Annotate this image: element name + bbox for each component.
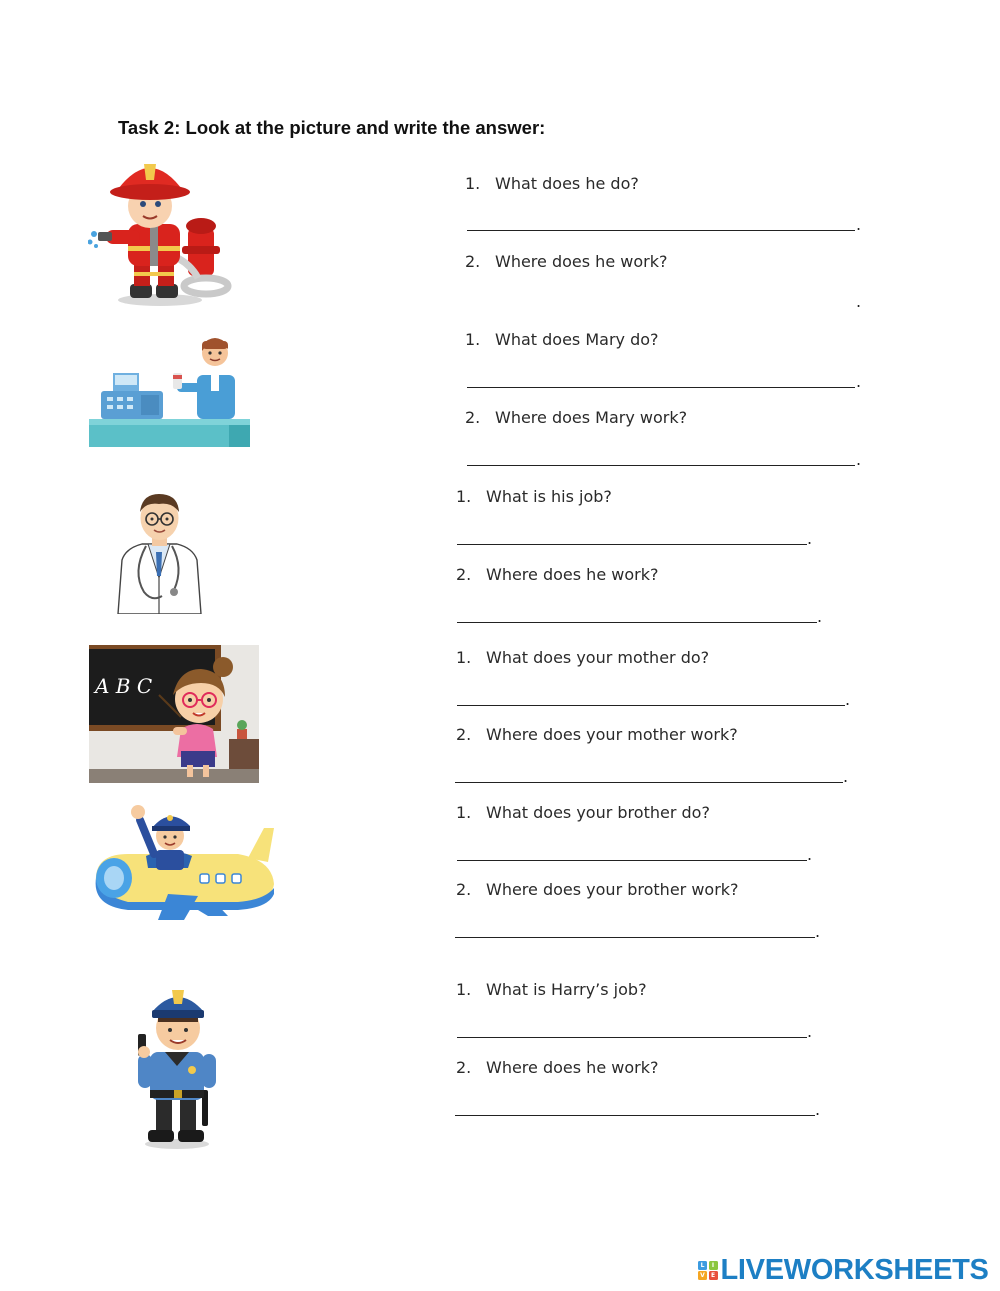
- logo-letter: L: [698, 1261, 707, 1270]
- answer-field-5-1[interactable]: [457, 860, 807, 861]
- question-text: What is his job?: [486, 487, 612, 506]
- page-title: Task 2: Look at the picture and write the answer:: [118, 117, 546, 138]
- answer-field-2-1[interactable]: [467, 387, 855, 388]
- period-mark: .: [856, 450, 862, 469]
- logo-letter: I: [709, 1261, 718, 1270]
- question-number: 2.: [465, 252, 481, 271]
- question-number: 2.: [456, 725, 472, 744]
- period-mark: .: [845, 690, 851, 709]
- question-number: 1.: [456, 980, 472, 999]
- answer-field-1-1[interactable]: [467, 230, 855, 231]
- question-number: 2.: [465, 408, 481, 427]
- question-5-2: [456, 880, 739, 899]
- question-text: Where does your brother work?: [486, 880, 739, 899]
- period-mark: .: [856, 292, 862, 311]
- question-text: What does he do?: [495, 174, 639, 193]
- question-1-1: [465, 174, 639, 193]
- logo-letter: V: [698, 1271, 707, 1280]
- question-number: 1.: [465, 174, 481, 193]
- liveworksheets-logo[interactable]: [698, 1254, 989, 1287]
- question-text: Where does your mother work?: [486, 725, 738, 744]
- doctor-picture: [112, 492, 207, 614]
- question-number: 1.: [456, 648, 472, 667]
- answer-field-3-1[interactable]: [457, 544, 807, 545]
- answer-field-4-2[interactable]: [455, 782, 843, 783]
- logo-letter: E: [709, 1271, 718, 1280]
- period-mark: .: [817, 607, 823, 626]
- period-mark: .: [856, 215, 862, 234]
- answer-field-6-1[interactable]: [457, 1037, 807, 1038]
- question-3-1: [456, 487, 612, 506]
- question-6-2: [456, 1058, 658, 1077]
- period-mark: .: [815, 1100, 821, 1119]
- question-1-2: [465, 252, 667, 271]
- teacher-picture: [89, 645, 259, 783]
- question-2-1: [465, 330, 659, 349]
- question-text: What does your brother do?: [486, 803, 710, 822]
- question-text: What does your mother do?: [486, 648, 710, 667]
- question-3-2: [456, 565, 658, 584]
- brand-name: LIVEWORKSHEETS: [720, 1254, 989, 1286]
- answer-field-2-2[interactable]: [467, 465, 855, 466]
- answer-field-3-2[interactable]: [457, 622, 817, 623]
- answer-field-1-2[interactable]: [467, 290, 855, 304]
- question-text: Where does he work?: [486, 565, 659, 584]
- question-text: What is Harry’s job?: [486, 980, 647, 999]
- question-number: 1.: [456, 487, 472, 506]
- period-mark: .: [807, 529, 813, 548]
- period-mark: .: [807, 1022, 813, 1041]
- question-5-1: [456, 803, 710, 822]
- question-text: Where does Mary work?: [495, 408, 688, 427]
- period-mark: .: [843, 767, 849, 786]
- pilot-picture: [88, 798, 276, 922]
- police-officer-picture: [132, 982, 222, 1150]
- question-6-1: [456, 980, 647, 999]
- question-4-2: [456, 725, 738, 744]
- answer-field-5-2[interactable]: [455, 937, 815, 938]
- logo-mark-icon: [698, 1261, 718, 1281]
- cashier-picture: [89, 333, 250, 447]
- question-number: 1.: [456, 803, 472, 822]
- answer-field-6-2[interactable]: [455, 1115, 815, 1116]
- chalkboard-text: A B C: [95, 674, 153, 698]
- question-number: 1.: [465, 330, 481, 349]
- question-number: 2.: [456, 565, 472, 584]
- question-2-2: [465, 408, 687, 427]
- question-number: 2.: [456, 1058, 472, 1077]
- question-4-1: [456, 648, 709, 667]
- answer-field-4-1[interactable]: [457, 705, 845, 706]
- question-text: Where does he work?: [495, 252, 668, 271]
- period-mark: .: [856, 372, 862, 391]
- question-text: Where does he work?: [486, 1058, 659, 1077]
- question-text: What does Mary do?: [495, 330, 659, 349]
- question-number: 2.: [456, 880, 472, 899]
- period-mark: .: [815, 922, 821, 941]
- firefighter-picture: [88, 150, 233, 308]
- period-mark: .: [807, 845, 813, 864]
